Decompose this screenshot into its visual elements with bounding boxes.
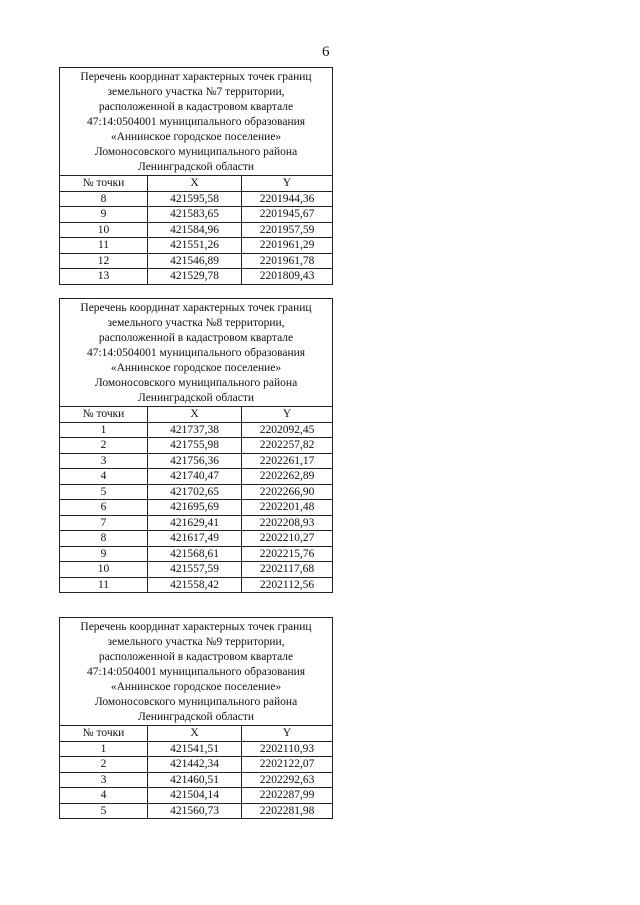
cell-point-number: 1 (60, 422, 148, 438)
caption-line: Ломоносовского муниципального района (94, 146, 298, 158)
table-caption (60, 618, 333, 726)
cell-x: 421460,51 (148, 772, 242, 788)
caption-line: Перечень координат характерных точек границ (80, 621, 312, 633)
cell-x: 421546,89 (148, 253, 242, 269)
table-row (60, 422, 333, 438)
cell-x: 421595,58 (148, 191, 242, 207)
cell-x: 421551,26 (148, 238, 242, 254)
caption-line: земельного участка №8 территории, (107, 317, 285, 329)
cell-y: 2202261,17 (242, 453, 333, 469)
cell-x: 421740,47 (148, 469, 242, 485)
caption-line: 47:14:0504001 муниципального образования (86, 347, 306, 359)
coordinates-table-plot-7 (59, 67, 333, 285)
cell-point-number: 3 (60, 453, 148, 469)
caption-line: Ломоносовского муниципального района (94, 696, 298, 708)
table-header-row (60, 176, 333, 192)
cell-point-number: 8 (60, 191, 148, 207)
caption-line: Ленинградской области (137, 161, 255, 173)
cell-y: 2201944,36 (242, 191, 333, 207)
cell-point-number: 9 (60, 207, 148, 223)
table-row (60, 531, 333, 547)
table-row (60, 207, 333, 223)
cell-y: 2202208,93 (242, 515, 333, 531)
caption-line: расположенной в кадастровом квартале (98, 651, 294, 663)
cell-point-number: 1 (60, 741, 148, 757)
table-caption (60, 299, 333, 407)
cell-point-number: 7 (60, 515, 148, 531)
table-row (60, 222, 333, 238)
header-x: X (148, 726, 242, 742)
caption-line: Ленинградской области (137, 711, 255, 723)
cell-y: 2201961,29 (242, 238, 333, 254)
caption-line: «Аннинское городское поселение» (110, 362, 282, 374)
cell-x: 421737,38 (148, 422, 242, 438)
caption-line: земельного участка №7 территории, (107, 86, 285, 98)
cell-y: 2202257,82 (242, 438, 333, 454)
table-row (60, 238, 333, 254)
table-header-row (60, 726, 333, 742)
table-row (60, 803, 333, 819)
table-row (60, 515, 333, 531)
cell-y: 2202122,07 (242, 757, 333, 773)
cell-point-number: 4 (60, 469, 148, 485)
caption-line: Ленинградской области (137, 392, 255, 404)
caption-line: земельного участка №9 территории, (107, 636, 285, 648)
cell-x: 421702,65 (148, 484, 242, 500)
caption-line: 47:14:0504001 муниципального образования (86, 666, 306, 678)
caption-line: Перечень координат характерных точек границ (80, 71, 312, 83)
table-row (60, 562, 333, 578)
table-row (60, 453, 333, 469)
table-row (60, 484, 333, 500)
cell-point-number: 13 (60, 269, 148, 285)
cell-y: 2202262,89 (242, 469, 333, 485)
cell-x: 421504,14 (148, 788, 242, 804)
cell-point-number: 6 (60, 500, 148, 516)
cell-x: 421541,51 (148, 741, 242, 757)
header-point-number: № точки (60, 726, 148, 742)
cell-y: 2202215,76 (242, 546, 333, 562)
cell-y: 2202117,68 (242, 562, 333, 578)
cell-y: 2202112,56 (242, 577, 333, 593)
cell-x: 421560,73 (148, 803, 242, 819)
cell-point-number: 11 (60, 238, 148, 254)
header-point-number: № точки (60, 176, 148, 192)
cell-y: 2202281,98 (242, 803, 333, 819)
cell-y: 2201945,67 (242, 207, 333, 223)
cell-point-number: 2 (60, 438, 148, 454)
cell-point-number: 3 (60, 772, 148, 788)
cell-point-number: 10 (60, 222, 148, 238)
cell-x: 421442,34 (148, 757, 242, 773)
cell-point-number: 9 (60, 546, 148, 562)
caption-line: 47:14:0504001 муниципального образования (86, 116, 306, 128)
table-row (60, 577, 333, 593)
cell-x: 421529,78 (148, 269, 242, 285)
cell-point-number: 11 (60, 577, 148, 593)
cell-x: 421756,36 (148, 453, 242, 469)
header-x: X (148, 176, 242, 192)
cell-y: 2202287,99 (242, 788, 333, 804)
cell-y: 2202092,45 (242, 422, 333, 438)
header-y: Y (242, 176, 333, 192)
cell-x: 421557,59 (148, 562, 242, 578)
table-row (60, 269, 333, 285)
table-header-row (60, 407, 333, 423)
cell-y: 2201809,43 (242, 269, 333, 285)
cell-point-number: 8 (60, 531, 148, 547)
table-caption (60, 68, 333, 176)
header-y: Y (242, 726, 333, 742)
table-row (60, 546, 333, 562)
cell-point-number: 5 (60, 484, 148, 500)
cell-point-number: 12 (60, 253, 148, 269)
cell-x: 421558,42 (148, 577, 242, 593)
caption-line: «Аннинское городское поселение» (110, 681, 282, 693)
cell-x: 421755,98 (148, 438, 242, 454)
coordinates-table-plot-8 (59, 298, 333, 593)
header-point-number: № точки (60, 407, 148, 423)
table-row (60, 253, 333, 269)
caption-line: «Аннинское городское поселение» (110, 131, 282, 143)
cell-y: 2201961,78 (242, 253, 333, 269)
table-row (60, 500, 333, 516)
cell-y: 2202210,27 (242, 531, 333, 547)
cell-x: 421617,49 (148, 531, 242, 547)
header-x: X (148, 407, 242, 423)
cell-x: 421695,69 (148, 500, 242, 516)
cell-y: 2202201,48 (242, 500, 333, 516)
table-row (60, 741, 333, 757)
cell-point-number: 4 (60, 788, 148, 804)
cell-y: 2201957,59 (242, 222, 333, 238)
caption-line: расположенной в кадастровом квартале (98, 101, 294, 113)
cell-x: 421583,65 (148, 207, 242, 223)
cell-point-number: 2 (60, 757, 148, 773)
caption-line: расположенной в кадастровом квартале (98, 332, 294, 344)
cell-y: 2202266,90 (242, 484, 333, 500)
table-row (60, 788, 333, 804)
header-y: Y (242, 407, 333, 423)
cell-y: 2202292,63 (242, 772, 333, 788)
cell-x: 421629,41 (148, 515, 242, 531)
caption-line: Ломоносовского муниципального района (94, 377, 298, 389)
cell-x: 421568,61 (148, 546, 242, 562)
table-row (60, 757, 333, 773)
cell-point-number: 5 (60, 803, 148, 819)
cell-x: 421584,96 (148, 222, 242, 238)
table-row (60, 191, 333, 207)
caption-line: Перечень координат характерных точек границ (80, 302, 312, 314)
cell-y: 2202110,93 (242, 741, 333, 757)
table-row (60, 469, 333, 485)
table-row (60, 438, 333, 454)
cell-point-number: 10 (60, 562, 148, 578)
page-number: 6 (322, 44, 330, 60)
table-row (60, 772, 333, 788)
coordinates-table-plot-9 (59, 617, 333, 819)
